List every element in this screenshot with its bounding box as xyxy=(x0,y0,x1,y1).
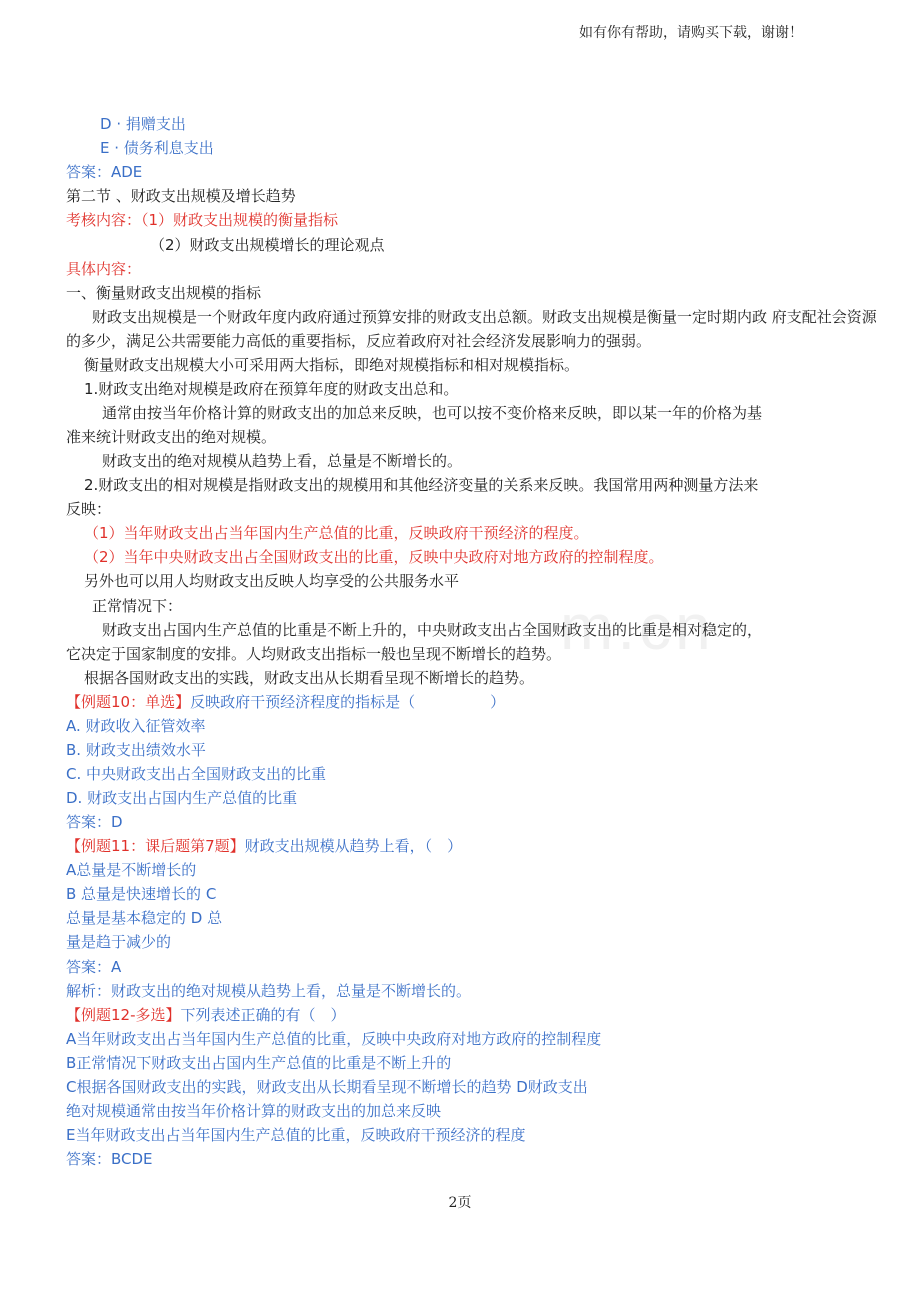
q12-title xyxy=(66,1005,346,1027)
q12-tag: 【例题12-多选】 xyxy=(66,1006,181,1024)
text-line: 一、衡量财政支出规模的指标 xyxy=(66,284,262,302)
text-line: 准来统计财政支出的绝对规模。 xyxy=(66,428,277,446)
text-line: 财政支出规模是一个财政年度内政府通过预算安排的财政支出总额。财政支出规模是衡量一定时期内政 府支配社会资源 xyxy=(92,308,877,326)
q11-tag: 【例题11：课后题第7题】 xyxy=(66,837,245,855)
q10-option-b: B. 财政支出绩效水平 xyxy=(66,741,206,759)
q12-option-5: E当年财政支出占当年国内生产总值的比重，反映政府干预经济的程度 xyxy=(66,1126,526,1144)
q12-option-1: A当年财政支出占当年国内生产总值的比重，反映中央政府对地方政府的控制程度 xyxy=(66,1030,602,1048)
q11-analysis: 解析：财政支出的绝对规模从趋势上看，总量是不断增长的。 xyxy=(66,982,472,1000)
q11-title xyxy=(66,836,462,858)
q11-option-1: A总量是不断增长的 xyxy=(66,861,197,879)
text-line: 第二节 、财政支出规模及增长趋势 xyxy=(66,187,296,205)
text-line: 财政支出占国内生产总值的比重是不断上升的，中央财政支出占全国财政支出的比重是相对稳定的， xyxy=(102,621,763,639)
text-line: 财政支出的绝对规模从趋势上看，总量是不断增长的。 xyxy=(102,452,463,470)
text-line: 根据各国财政支出的实践，财政支出从长期看呈现不断增长的趋势。 xyxy=(84,669,535,687)
q11-stem: 财政支出规模从趋势上看，（ ） xyxy=(244,837,463,855)
text-line: 正常情况下： xyxy=(92,597,183,615)
q12-stem: 下列表述正确的有（ ） xyxy=(180,1006,346,1024)
page-number: 2页 xyxy=(448,1195,472,1211)
q11-option-2: B 总量是快速增长的 C xyxy=(66,885,217,903)
q10-stem: 反映政府干预经济程度的指标是（ ） xyxy=(190,693,506,711)
q12-option-4: 绝对规模通常由按当年价格计算的财政支出的加总来反映 xyxy=(66,1102,442,1120)
text-line: （2）财政支出规模增长的理论观点 xyxy=(150,236,385,254)
text-line: 具体内容： xyxy=(66,260,142,278)
text-line: 考核内容：（1）财政支出规模的衡量指标 xyxy=(66,211,339,229)
q12-option-2: B正常情况下财政支出占国内生产总值的比重是不断上升的 xyxy=(66,1054,452,1072)
text-line: 它决定于国家制度的安排。人均财政支出指标一般也呈现不断增长的趋势。 xyxy=(66,645,562,663)
q10-option-a: A. 财政收入征管效率 xyxy=(66,717,206,735)
q10-tag: 【例题10：单选】 xyxy=(66,693,191,711)
text-line: 答案：ADE xyxy=(66,163,143,181)
text-line: 通常由按当年价格计算的财政支出的加总来反映，也可以按不变价格来反映，即以某一年的价格为基 xyxy=(102,404,763,422)
text-line: （2）当年中央财政支出占全国财政支出的比重，反映中央政府对地方政府的控制程度。 xyxy=(84,548,664,566)
text-line: 1.财政支出绝对规模是政府在预算年度的财政支出总和。 xyxy=(84,380,459,398)
q12-answer: 答案：BCDE xyxy=(66,1150,153,1168)
q10-option-c: C. 中央财政支出占全国财政支出的比重 xyxy=(66,765,327,783)
q11-option-3: 总量是基本稳定的 D 总 xyxy=(66,909,223,927)
text-line: 2.财政支出的相对规模是指财政支出的规模用和其他经济变量的关系来反映。我国常用两种测量方法来 xyxy=(84,476,759,494)
text-line: 反映： xyxy=(66,500,112,518)
text-line: D · 捐赠支出 xyxy=(100,115,186,133)
header-note: 如有你有帮助，请购买下载，谢谢！ xyxy=(579,25,803,41)
watermark: m.cn xyxy=(560,591,715,663)
q11-option-4: 量是趋于减少的 xyxy=(66,933,172,951)
q10-answer: 答案：D xyxy=(66,813,123,831)
q11-answer: 答案：A xyxy=(66,958,122,976)
q10-option-d: D. 财政支出占国内生产总值的比重 xyxy=(66,789,298,807)
text-line: 衡量财政支出规模大小可采用两大指标，即绝对规模指标和相对规模指标。 xyxy=(84,356,580,374)
q10-title xyxy=(66,692,505,714)
text-line: （1）当年财政支出占当年国内生产总值的比重，反映政府干预经济的程度。 xyxy=(84,524,589,542)
q12-option-3: C根据各国财政支出的实践，财政支出从长期看呈现不断增长的趋势 D财政支出 xyxy=(66,1078,588,1096)
text-line: E · 债务利息支出 xyxy=(100,139,214,157)
text-line: 另外也可以用人均财政支出反映人均享受的公共服务水平 xyxy=(84,572,460,590)
text-line: 的多少，满足公共需要能力高低的重要指标，反应着政府对社会经济发展影响力的强弱。 xyxy=(66,332,652,350)
